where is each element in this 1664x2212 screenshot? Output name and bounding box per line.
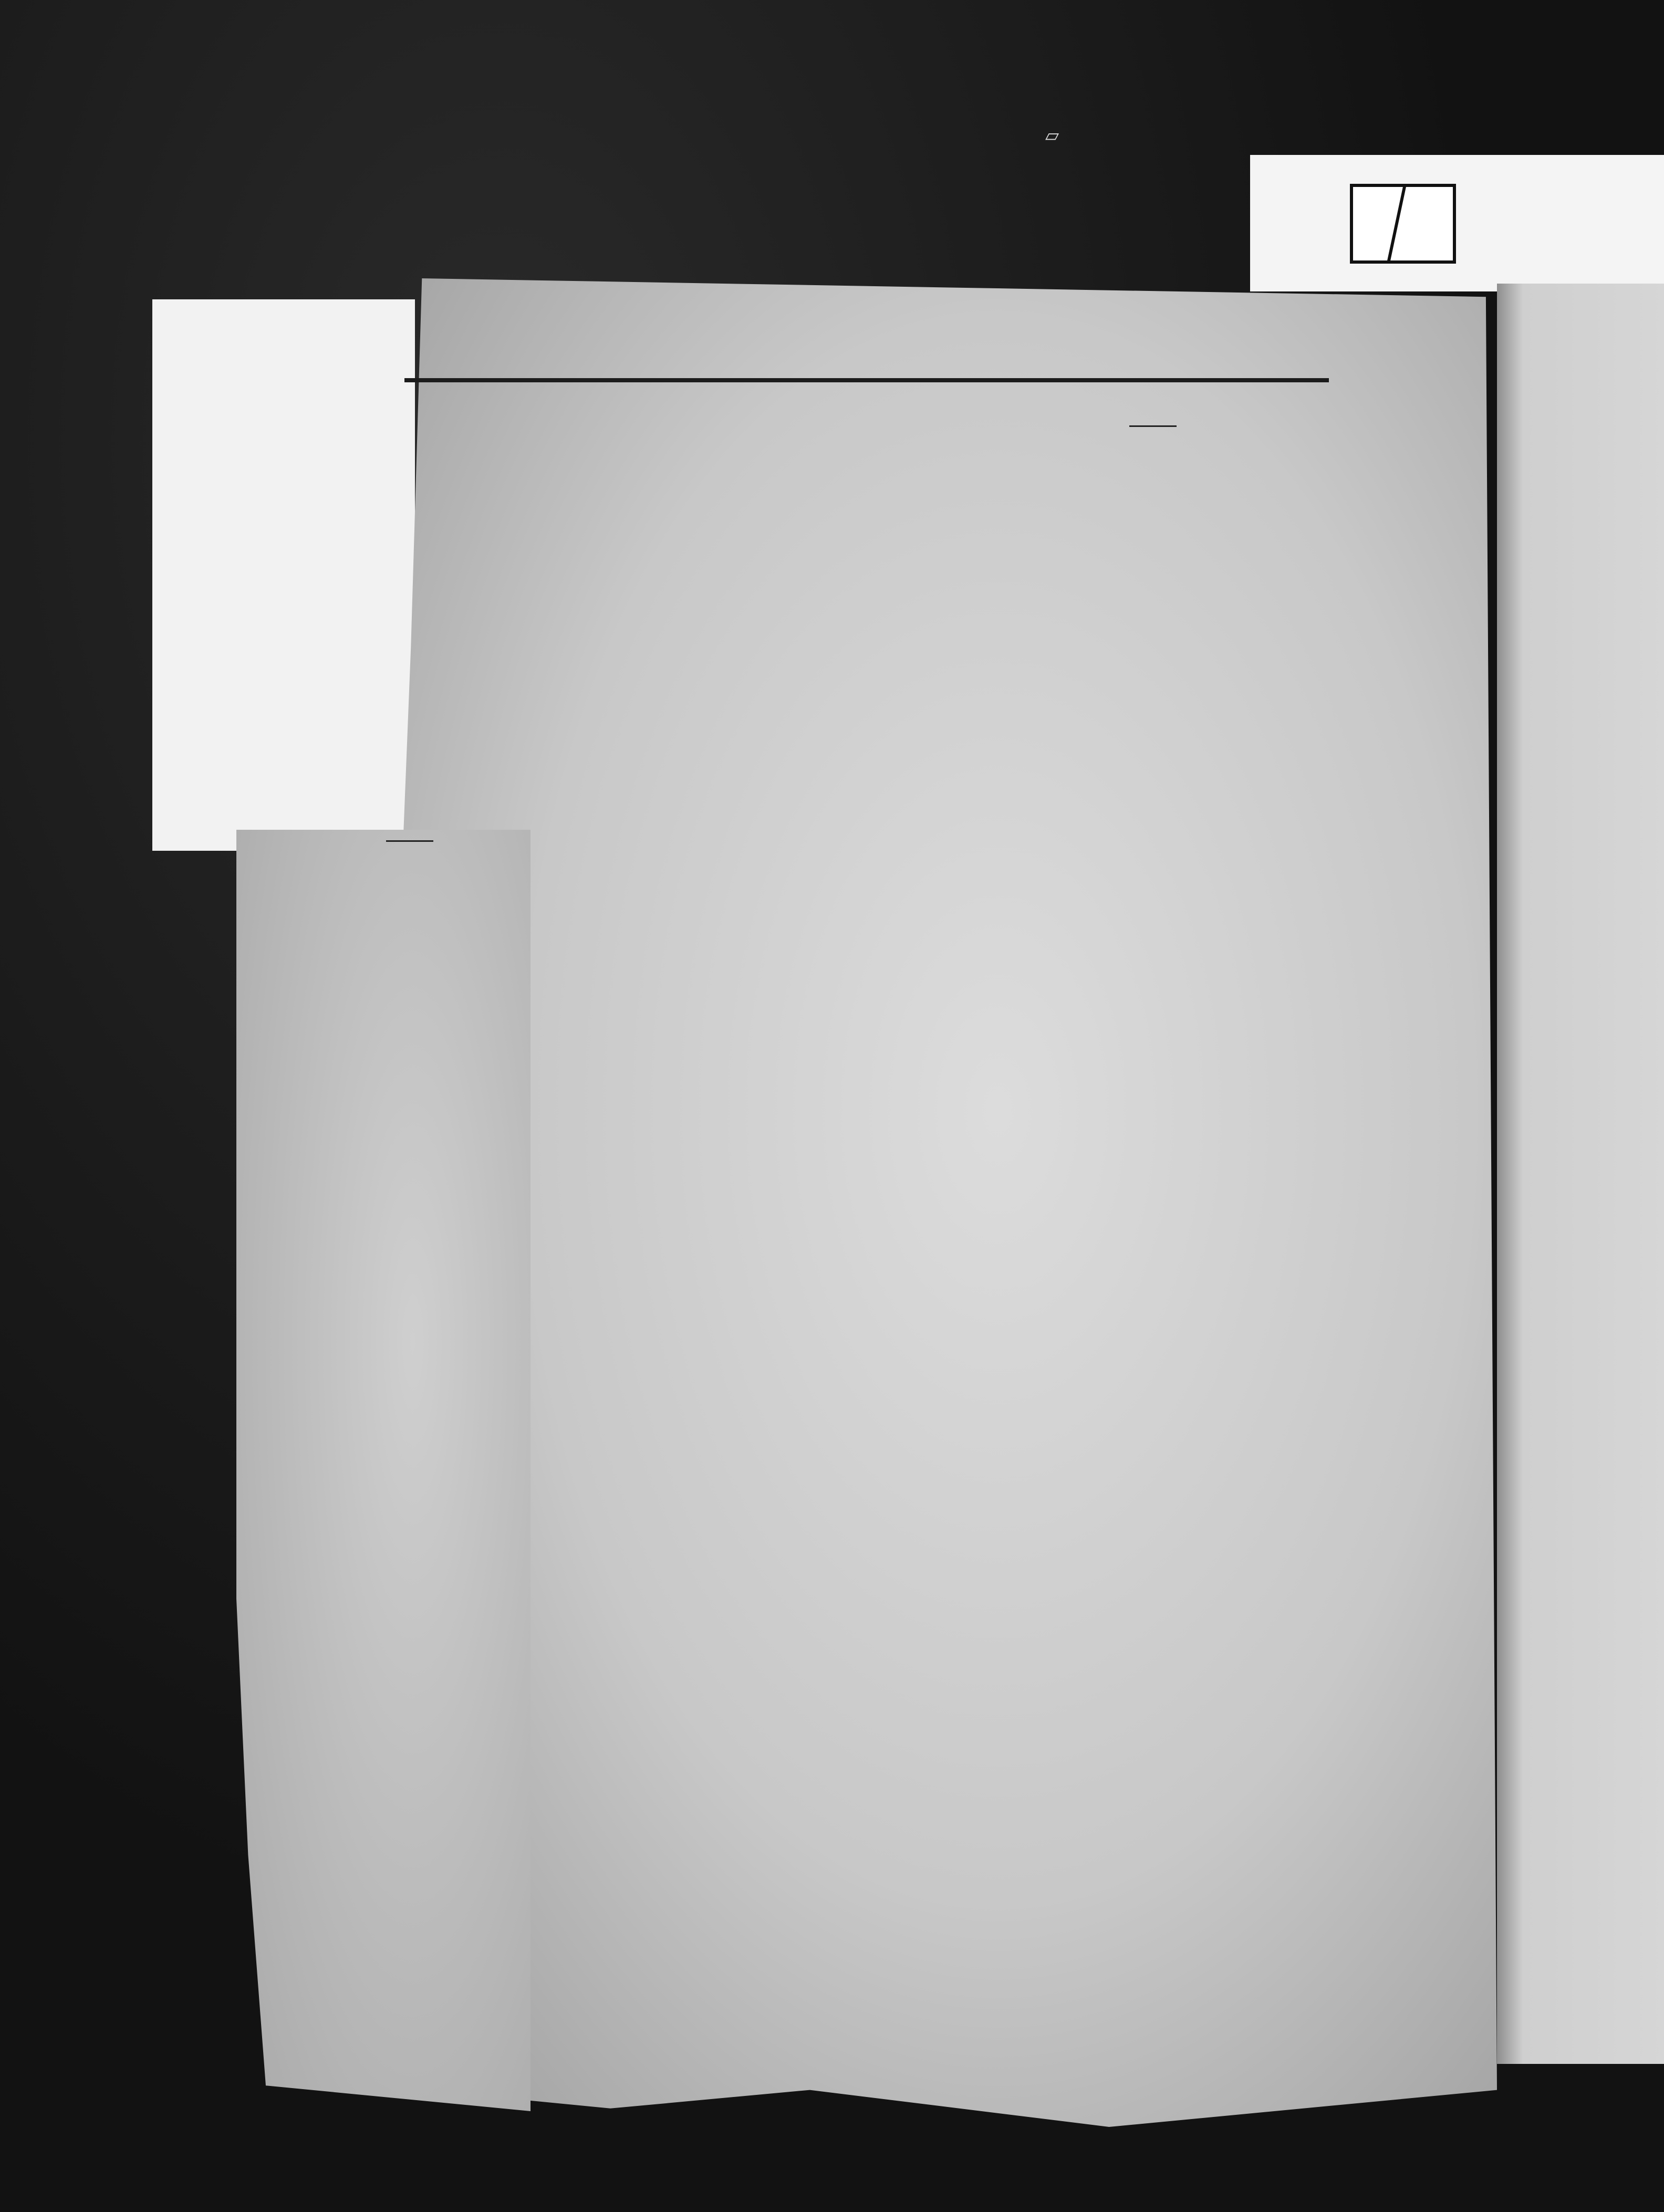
torn-left-section: [236, 830, 531, 2111]
backing-sheet: [152, 299, 415, 851]
facing-page: [1497, 284, 1664, 2064]
column-3: [977, 415, 1329, 434]
section-divider: [386, 840, 433, 842]
cursor-marker-icon: ▱: [1045, 125, 1059, 146]
header-rule: [404, 378, 1329, 382]
newspaper-page: [389, 278, 1497, 2127]
column-2: [604, 415, 940, 422]
column-1: [242, 830, 578, 849]
book-logo-icon: [1350, 184, 1456, 264]
section-divider: [1129, 425, 1177, 427]
label-card: [1250, 155, 1664, 291]
